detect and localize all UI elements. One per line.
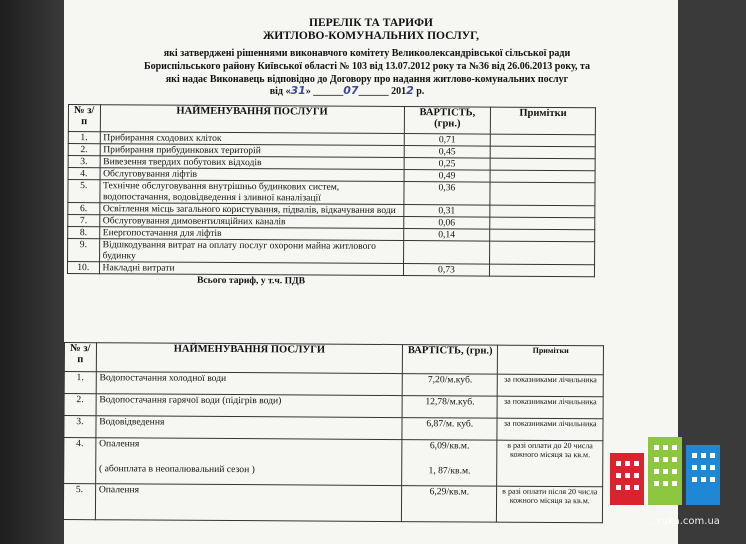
- row-cost: 0,31: [404, 205, 491, 218]
- row-cost: [402, 440, 498, 487]
- tariff-table-housing: [67, 104, 596, 288]
- table-header-row: [68, 105, 595, 135]
- row-note: [490, 146, 595, 159]
- row-number: 3.: [68, 156, 100, 168]
- row-number: 10.: [67, 262, 99, 274]
- col-header-service: НАЙМЕНУВАННЯ ПОСЛУГИ: [100, 105, 404, 134]
- row-cost: 0,45: [404, 146, 491, 159]
- doc-approval-line: які затверджені рішеннями виконавчого комітету Великоолександрівської сільської ради: [163, 48, 571, 59]
- row-cost: 0,49: [404, 170, 491, 183]
- date-year-prefix: 201: [388, 86, 407, 97]
- logo-building-red: [610, 453, 644, 505]
- row-cost: 0,36: [404, 182, 491, 206]
- row-number: 6.: [68, 203, 100, 215]
- date-month-handwritten: 07: [343, 84, 359, 97]
- row-service: Прибирання сходових кліток: [100, 132, 404, 146]
- row-cost: 6,29/кв.м.: [402, 486, 498, 523]
- table-row: [68, 180, 595, 206]
- row-number: 8.: [68, 227, 100, 239]
- table-header-row: [64, 343, 603, 375]
- table-row: [64, 438, 603, 487]
- row-number: 2.: [64, 394, 96, 416]
- table-row: [68, 239, 595, 265]
- row-cost: 0,14: [403, 229, 490, 242]
- col-header-cost: ВАРТІСТЬ, (грн.): [404, 107, 491, 135]
- row-cost: 0,25: [404, 158, 491, 171]
- row-number: 3.: [64, 416, 96, 438]
- row-service: Вивезення твердих побутових відходів: [100, 156, 404, 170]
- row-number: 9.: [68, 239, 100, 262]
- date-day-handwritten: 31: [290, 84, 306, 97]
- row-note: [490, 158, 595, 171]
- row-cost: [403, 241, 490, 265]
- row-service: Накладні витрати: [99, 262, 403, 276]
- doc-subtitle: ЖИТЛОВО-КОМУНАЛЬНИХ ПОСЛУГ,: [262, 30, 480, 42]
- col-header-notes: Примітки: [491, 107, 596, 135]
- row-cost-sub: 1, 87/кв.м.: [428, 465, 471, 477]
- row-note: [490, 182, 595, 206]
- row-service-sub: ( абонплата в неопалювальний сезон ): [98, 463, 255, 476]
- row-cost: 0,71: [404, 134, 491, 147]
- row-service: [95, 438, 402, 486]
- row-service: Водопостачання гарячої води (підігрів води): [96, 394, 403, 418]
- row-note: [490, 205, 595, 218]
- logo-building-blue: [686, 445, 720, 505]
- row-number: 2.: [68, 144, 100, 156]
- watermark-text: ...ruka.com.ua: [648, 516, 720, 527]
- row-cost: 12,78/м.куб.: [402, 396, 497, 419]
- row-service: Енергопостачання для ліфтів: [99, 227, 403, 241]
- row-number: 5.: [68, 180, 100, 203]
- row-note: за показниками лічильника: [498, 374, 604, 397]
- row-cost: 6,87/м. куб.: [402, 418, 497, 441]
- row-service: Водовідведення: [96, 416, 403, 440]
- date-mid: »: [305, 86, 314, 97]
- doc-district-line: Бориспільського району Київської області № 103 від 13.07.2012 року та №36 від 26.06.2013 року, та: [144, 61, 590, 72]
- row-note: за показниками лічильника: [497, 418, 603, 441]
- row-service: Опалення: [95, 484, 402, 522]
- doc-contract-line: які надає Виконавець відповідно до Договору про надання житлово-комунальних послуг: [165, 74, 569, 85]
- tariff-table-utilities: [63, 342, 604, 523]
- row-number: 1.: [64, 372, 96, 394]
- row-service: Обслуговування димовентиляційних каналів: [99, 215, 403, 229]
- doc-date-line: від «31» ______07______ 2012 р.: [269, 84, 425, 97]
- date-prefix: від «: [269, 86, 291, 97]
- col-header-notes: Примітки: [498, 345, 604, 375]
- date-suffix: р.: [413, 86, 425, 97]
- row-cost: 7,20/м.куб.: [402, 374, 497, 397]
- row-service: Відшкодування витрат на оплату послуг охорони майна житлового будинку: [99, 239, 403, 264]
- row-number: 1.: [68, 132, 100, 144]
- date-year-handwritten: 2: [406, 84, 414, 97]
- row-note: [490, 241, 595, 265]
- col-header-number: № з/п: [64, 343, 96, 372]
- row-cost: 0,73: [403, 264, 490, 277]
- row-note: за показниками лічильника: [497, 396, 603, 419]
- row-note: в разі оплати після 20 числа кожного місяця за кв.м.: [497, 486, 603, 523]
- total-label: Всього тариф, у т.ч. ПДВ: [197, 274, 306, 287]
- col-header-number: № з/п: [68, 105, 100, 132]
- logo-building-green: [648, 437, 682, 505]
- col-header-cost: ВАРТІСТЬ, (грн.): [402, 345, 497, 375]
- row-note: [490, 229, 595, 242]
- row-note: [490, 170, 595, 183]
- row-cost: 0,06: [403, 217, 490, 230]
- site-logo: [610, 437, 722, 505]
- row-service-main: Опалення: [99, 438, 140, 450]
- row-service: Освітлення місць загального користування, підвалів, відкачування води: [99, 203, 403, 217]
- row-service: Прибирання прибудинкових територій: [100, 144, 404, 158]
- doc-title: ПЕРЕЛІК ТА ТАРИФИ: [309, 17, 433, 29]
- row-note: в разі оплати до 20 числа кожного місяця за кв.м.: [497, 440, 603, 487]
- row-service: Обслуговування ліфтів: [100, 168, 404, 182]
- table-row: [63, 484, 602, 523]
- row-cost-main: 6,09/кв.м.: [429, 440, 470, 452]
- row-note: [490, 217, 595, 230]
- row-service: Водопостачання холодної води: [96, 372, 403, 396]
- row-number: 4.: [68, 168, 100, 180]
- row-number: 7.: [68, 215, 100, 227]
- row-service: Технічне обслуговування внутрішньо будинкових систем, водопостачання, водовідведення і зливної каналізації: [99, 180, 403, 205]
- row-note: [490, 134, 595, 147]
- col-header-service: НАЙМЕНУВАННЯ ПОСЛУГИ: [96, 343, 403, 374]
- row-note: [490, 264, 595, 277]
- viewer-left-margin: [0, 0, 64, 544]
- row-number: 4.: [64, 438, 96, 484]
- row-number: 5.: [63, 484, 95, 520]
